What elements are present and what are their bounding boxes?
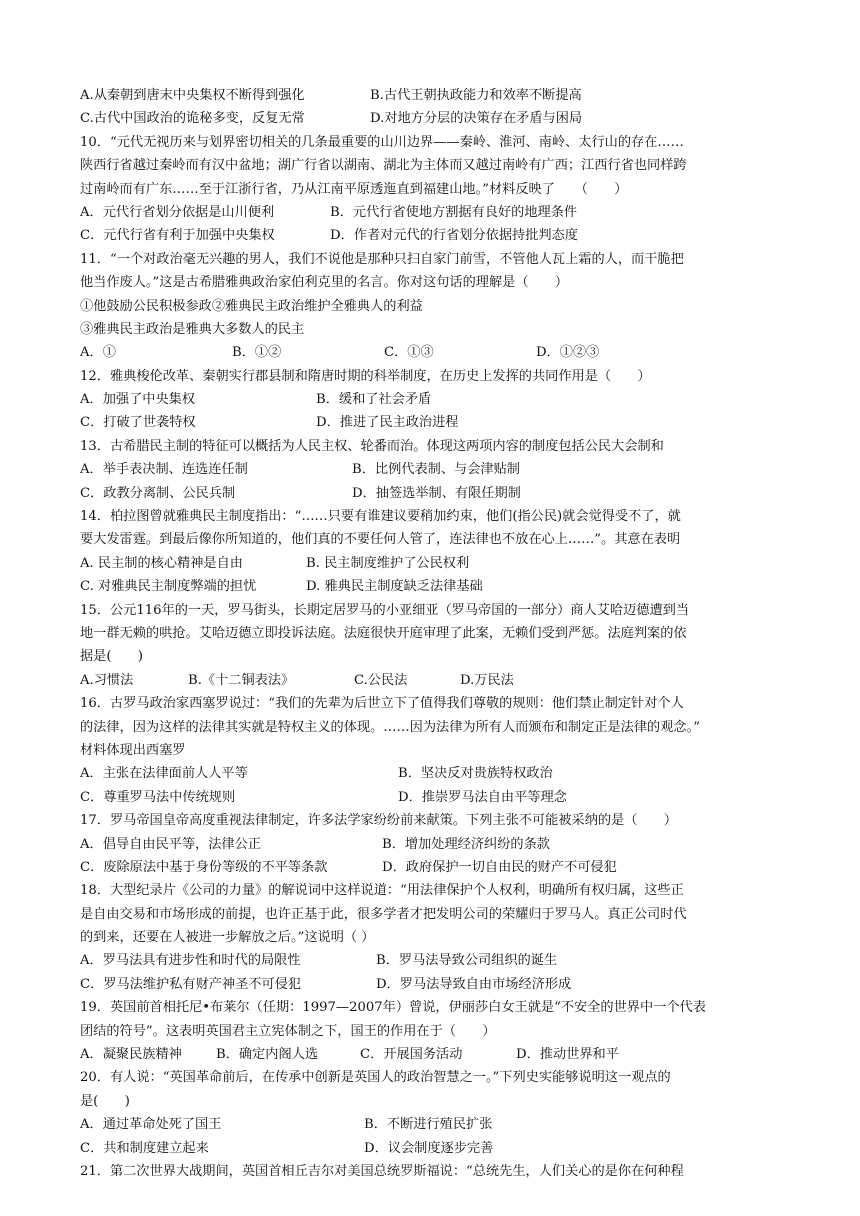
q15-stem-line-3: 据是( )	[80, 649, 144, 665]
q18-option-b: B．罗马法导致公司组织的诞生	[376, 953, 558, 969]
q20-options-row-2	[80, 1137, 796, 1160]
q20-option-b: B．不断进行殖民扩张	[364, 1117, 493, 1133]
q12-options-row-2	[80, 411, 796, 434]
exam-page	[80, 84, 796, 1183]
q18-option-d: D．罗马法导致自由市场经济形成	[376, 976, 572, 992]
q12-option-b: B．缓和了社会矛盾	[316, 392, 432, 408]
q16-option-d: D．推崇罗马法自由平等理念	[398, 789, 567, 805]
q16-option-b: B．坚决反对贵族特权政治	[398, 766, 553, 782]
q12-options-row-1	[80, 388, 796, 411]
q18-stem-line-1: 18．大型纪录片《公司的力量》的解说词中这样说道：“用法律保护个人权利，明确所有权归属，这些正	[80, 883, 684, 899]
q11-stem-line-2: 他当作废人。”这是古希腊雅典政治家伯利克里的名言。你对这句话的理解是（ ）	[80, 275, 569, 291]
q9-option-a: A.从秦朝到唐末中央集权不断得到强化	[80, 88, 305, 103]
q17-stem-line-1: 17．罗马帝国皇帝高度重视法律制定，许多法学家纷纷前来献策。下列主张不可能被采纳的是（ ）	[80, 813, 678, 829]
q12-option-d: D．推进了民主政治进程	[316, 415, 459, 431]
q10-options-row-1	[80, 201, 796, 224]
q15-option-d: D.万民法	[460, 672, 514, 688]
q10-stem-line-1: 10．“元代无视历来与划界密切相关的几条最重要的山川边界——秦岭、淮河、南岭、太行山的存在……	[80, 134, 684, 150]
q9-options-row-2	[80, 107, 796, 130]
q20-stem-line-2: 是( )	[80, 1093, 130, 1109]
q15-option-b: B.《十二铜表法》	[188, 672, 295, 688]
q17-options-row-1	[80, 833, 796, 856]
q11-option-a: A．①	[80, 345, 116, 361]
q13-stem-line-1: 13．古希腊民主制的特征可以概括为人民主权、轮番而治。体现这两项内容的制度包括公民大会制和	[80, 438, 664, 454]
q11-statement-line-2: ③雅典民主政治是雅典大多数人的民主	[80, 321, 305, 337]
q16-stem-line-3: 材料体现出西塞罗	[80, 742, 186, 758]
q20-option-d: D．议会制度逐步完善	[364, 1140, 494, 1156]
q15-options-row	[80, 669, 796, 692]
q14-option-b: B. 民主制度维护了公民权利	[306, 555, 470, 571]
q13-options-row-2	[80, 482, 796, 505]
q14-option-c: C. 对雅典民主制度弊端的担忧	[80, 579, 257, 595]
q14-option-d: D. 雅典民主制度缺乏法律基础	[306, 579, 483, 595]
q15-option-a: A.习惯法	[80, 672, 134, 688]
q11-option-d: D．①②③	[536, 345, 600, 361]
q15-option-c: C.公民法	[354, 672, 408, 688]
q10-option-c: C．元代行省有利于加强中央集权	[80, 228, 275, 244]
q9-options-row-1	[80, 84, 796, 107]
q14-option-a: A. 民主制的核心精神是自由	[80, 555, 243, 571]
q18-options-row-1	[80, 949, 796, 972]
q16-options-row-2	[80, 786, 796, 809]
q10-stem-line-2: 陕西行省越过秦岭而有汉中盆地；湖广行省以湖南、湖北为主体而又越过南岭有广西；江西行省也同样跨	[80, 158, 687, 174]
q17-option-d: D．政府保护一切自由民的财产不可侵犯	[382, 859, 617, 875]
q12-option-a: A．加强了中央集权	[80, 392, 196, 408]
q10-stem-line-3: 过南岭而有广东……至于江浙行省，乃从江南平原透迤直到福建山地。”材料反映了 （ ）	[80, 181, 628, 197]
q18-option-a: A．罗马法具有进步性和时代的局限性	[80, 953, 301, 969]
q19-option-c: C．开展国务活动	[360, 1047, 463, 1063]
q21-stem-line-1: 21．第二次世界大战期间，英国首相丘吉尔对美国总统罗斯福说：“总统先生，人们关心的是你在何种程	[80, 1163, 684, 1179]
q15-stem-line-2: 地一群无赖的哄抢。艾哈迈德立即投诉法庭。法庭很快开庭审理了此案，无赖们受到严惩。法庭判案的依	[80, 625, 687, 641]
q9-option-c: C.古代中国政治的诡秘多变，反复无常	[80, 111, 305, 127]
q11-option-b: B．①②	[232, 345, 282, 361]
q13-option-b: B．比例代表制、与会津贴制	[352, 462, 520, 478]
q13-option-d: D．抽签选举制、有限任期制	[352, 485, 521, 501]
q16-option-c: C．尊重罗马法中传统规则	[80, 789, 236, 805]
q13-options-row-1	[80, 458, 796, 481]
q16-options-row-1	[80, 762, 796, 785]
q12-stem-line-1: 12．雅典梭伦改革、秦朝实行郡县制和隋唐时期的科举制度，在历史上发挥的共同作用是（ ）	[80, 368, 651, 384]
q11-options-row	[80, 341, 796, 364]
q20-option-c: C．共和制度建立起来	[80, 1140, 209, 1156]
q12-option-c: C．打破了世袭特权	[80, 415, 196, 431]
q18-options-row-2	[80, 973, 796, 996]
q13-option-c: C．政教分离制、公民兵制	[80, 485, 236, 501]
q11-statement-line-1: ①他鼓励公民积极参政②雅典民主政治维护全雅典人的利益	[80, 298, 423, 314]
q19-stem-line-2: 团结的符号”。这表明英国君主立宪体制之下，国王的作用在于（ ）	[80, 1023, 496, 1039]
q14-stem-line-1: 14．柏拉图曾就雅典民主制度指出：“……只要有谁建议要稍加约束，他们(指公民)就会觉得受不了，就	[80, 509, 681, 525]
q20-options-row-1	[80, 1113, 796, 1136]
q15-stem-line-1: 15．公元116年的一天，罗马街头，长期定居罗马的小亚细亚（罗马帝国的一部分）商人艾哈迈德遭到当	[80, 602, 690, 618]
q17-option-a: A．倡导自由民平等，法律公正	[80, 836, 261, 852]
q16-stem-line-2: 的法律，因为这样的法律其实就是特权主义的体现。……因为法律为所有人而颁布和制定正是法律的观念。”	[80, 719, 700, 735]
q17-option-b: B．增加处理经济纠纷的条款	[382, 836, 550, 852]
q18-option-c: C．罗马法维护私有财产神圣不可侵犯	[80, 976, 302, 992]
q9-option-b: B.古代王朝执政能力和效率不断提高	[370, 88, 582, 103]
q19-options-row	[80, 1043, 796, 1066]
q14-stem-line-2: 要大发雷霆。到最后像你所知道的，他们真的不要任何人管了，连法律也不放在心上……”。其意在表明	[80, 532, 681, 548]
q19-stem-line-1: 19．英国前首相托尼•布莱尔（任期：1997—2007年）曾说，伊丽莎白女王就是“不安全的世界中一个代表	[80, 1000, 706, 1016]
q14-options-row-2	[80, 575, 796, 598]
q11-stem-line-1: 11．“一个对政治毫无兴趣的男人，我们不说他是那种只扫自家门前雪，不管他人瓦上霜的人，而干脆把	[80, 251, 684, 267]
q10-options-row-2	[80, 224, 796, 247]
q14-options-row-1	[80, 552, 796, 575]
q19-option-d: D．推动世界和平	[516, 1047, 619, 1063]
q10-option-a: A．元代行省划分依据是山川便利	[80, 204, 275, 220]
q18-stem-line-2: 是自由交易和市场形成的前提，也许正基于此，很多学者才把发明公司的荣耀归于罗马人。真正公司时代	[80, 906, 687, 922]
q17-option-c: C．废除原法中基于身份等级的不平等条款	[80, 859, 328, 875]
q13-option-a: A．举手表决制、连选连任制	[80, 462, 248, 478]
q20-stem-line-1: 20．有人说：“英国革命前后，在传承中创新是英国人的政治智慧之一。”下列史实能够说明这一观点的	[80, 1070, 671, 1086]
q18-stem-line-3: 的到来，还要在人被进一步解放之后。”这说明（ ）	[80, 930, 375, 946]
q17-options-row-2	[80, 856, 796, 879]
q19-option-b: B．确定内阁人选	[216, 1047, 319, 1063]
q19-option-a: A．凝聚民族精神	[80, 1047, 182, 1063]
q11-option-c: C．①③	[384, 345, 434, 361]
q16-option-a: A．主张在法律面前人人平等	[80, 766, 248, 782]
q20-option-a: A．通过革命处死了国王	[80, 1117, 222, 1133]
q9-option-d: D.对地方分层的决策存在矛盾与困局	[370, 111, 583, 127]
q10-option-d: D．作者对元代的行省划分依据持批判态度	[330, 228, 578, 244]
q10-option-b: B．元代行省使地方割据有良好的地理条件	[330, 204, 578, 220]
q16-stem-line-1: 16．古罗马政治家西塞罗说过：“我们的先辈为后世立下了值得我们尊敬的规则：他们禁止制定针对个人	[80, 696, 684, 712]
